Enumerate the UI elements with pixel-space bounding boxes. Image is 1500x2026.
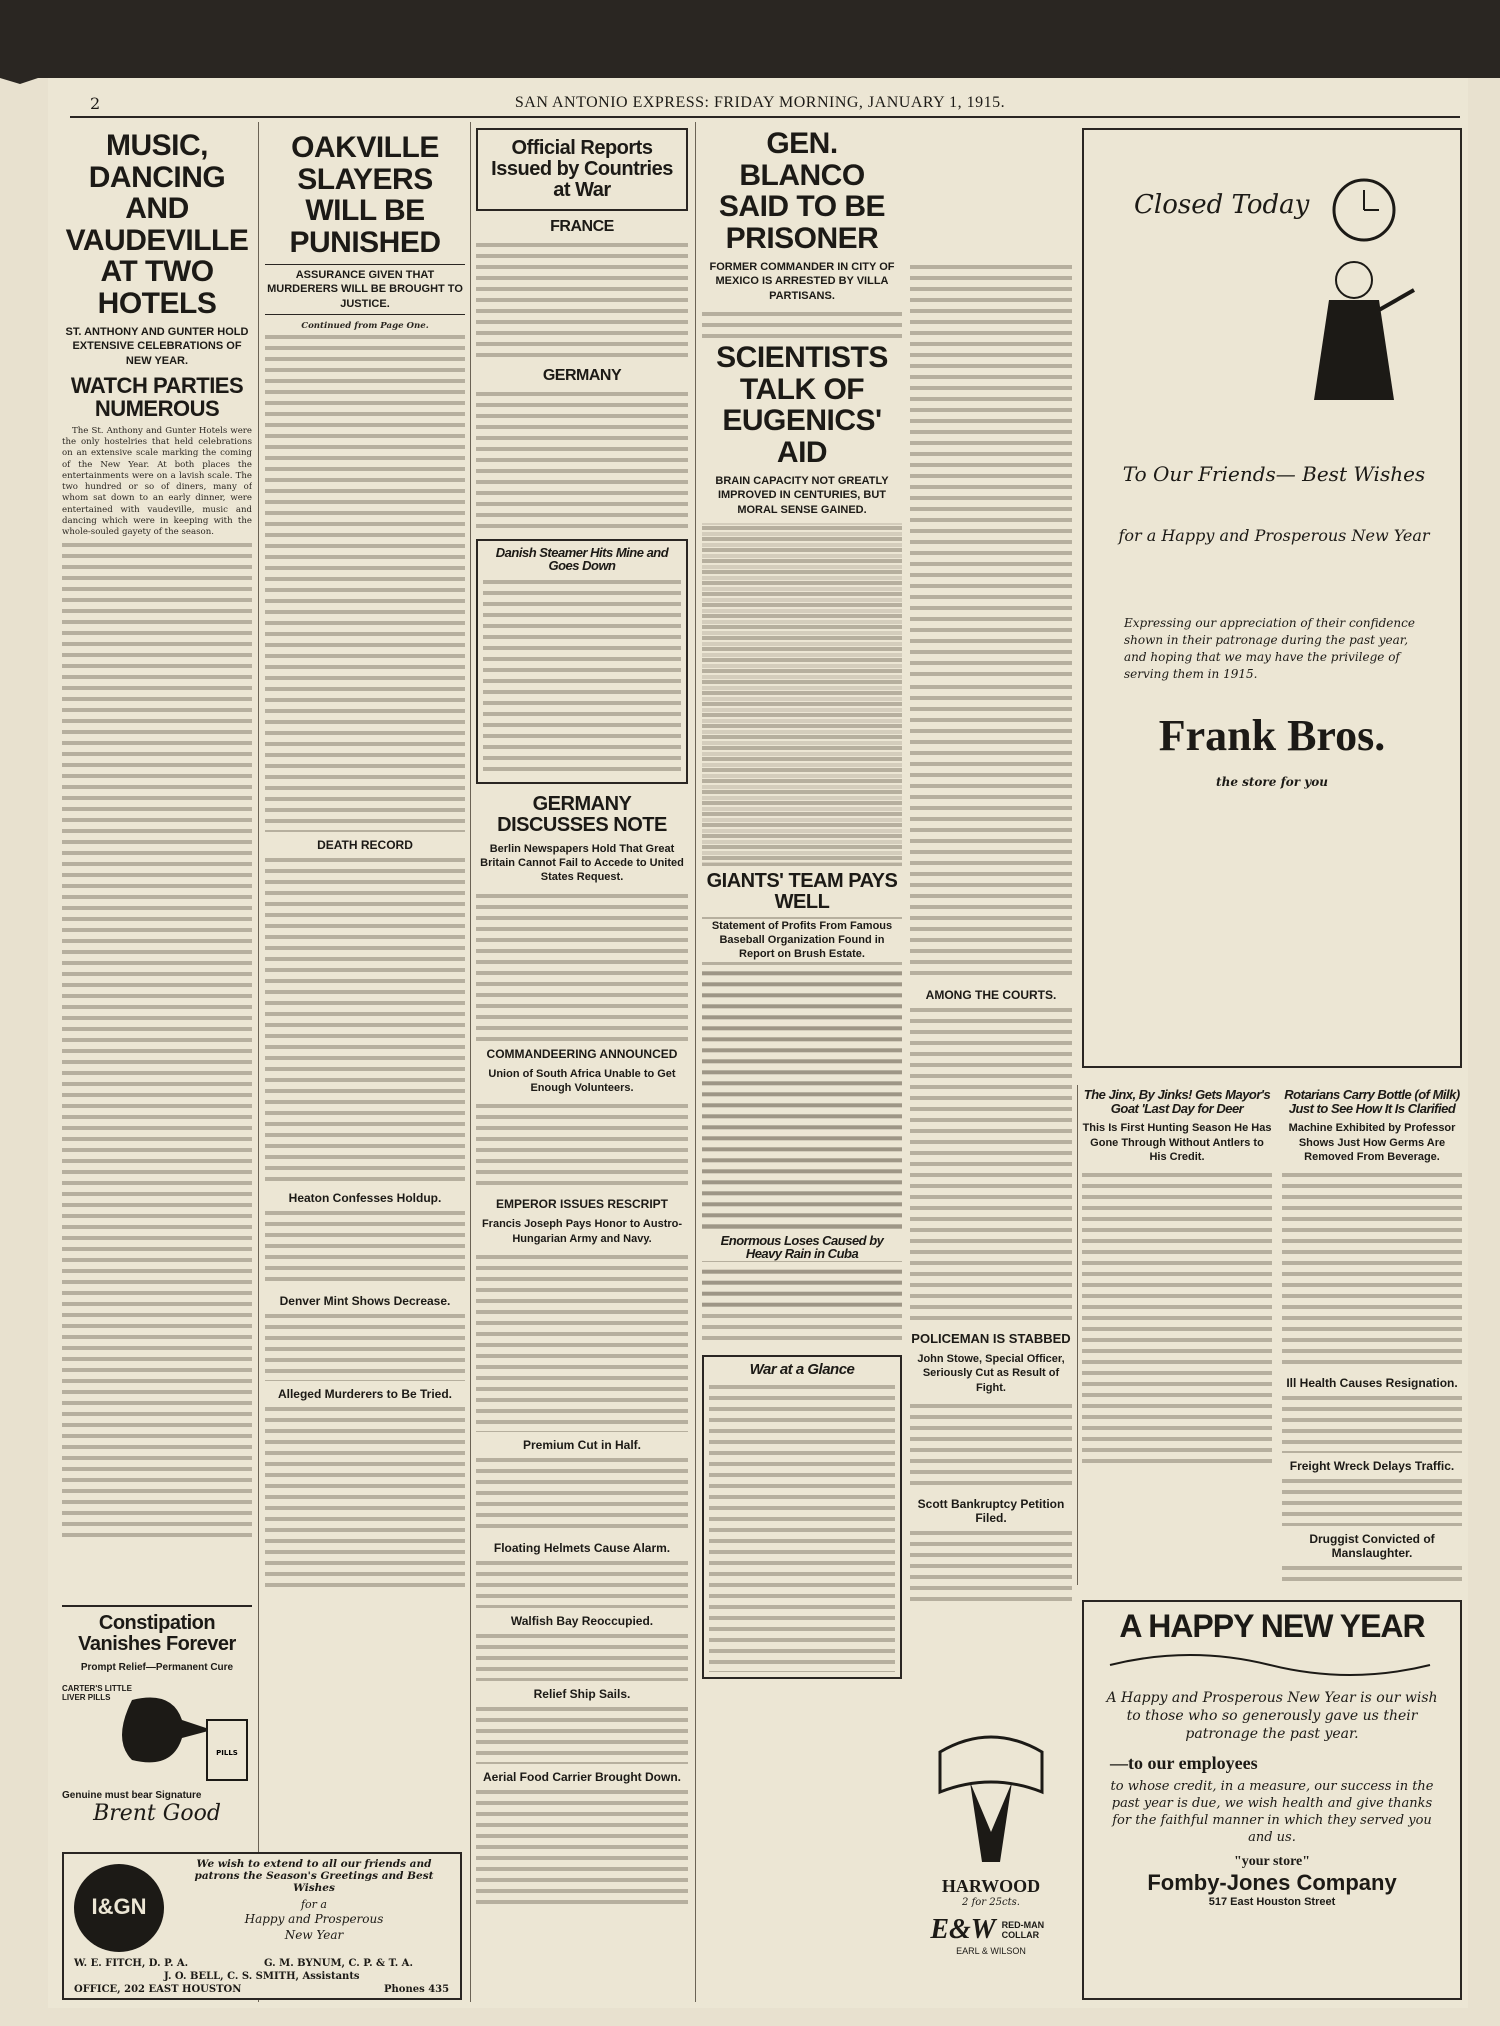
scientists-headline: SCIENTISTS TALK OF EUGENICS' AID: [702, 342, 902, 468]
ew-logo-row: [910, 1914, 1072, 1946]
scientists-article: [702, 342, 902, 1679]
blanco-subhead: FORMER COMMANDER IN CITY OF MEXICO IS ARRESTED BY VILLA PARTISANS.: [709, 261, 895, 302]
ew-logo: E&W: [930, 1914, 996, 1945]
article-text-block: [265, 1404, 465, 1592]
article-text-block: [476, 1631, 688, 1681]
germany-note-sub: Berlin Newspapers Hold That Great Britain Cannot Fail to Accede to United States Request.: [480, 842, 684, 884]
death-record-heading: DEATH RECORD: [317, 838, 413, 853]
article-text-block: [265, 332, 465, 832]
happy-prosperous: for a Happy and Prosperous New Year: [1118, 526, 1430, 545]
article-text-block: [476, 240, 688, 360]
page-number: 2: [90, 94, 101, 113]
ign-logo-icon: I&GN: [74, 1864, 164, 1952]
emperor-heading: EMPEROR ISSUES RESCRIPT: [495, 1197, 669, 1212]
blanco-headline: GEN. BLANCO SAID TO BE PRISONER: [718, 127, 886, 255]
ign-bynum: G. M. BYNUM, C. P. & T. A.: [264, 1958, 413, 1969]
ign-office: OFFICE, 202 EAST HOUSTON: [74, 1984, 242, 1995]
official-reports-title: Official Reports Issued by Countries at War: [491, 137, 673, 201]
article-text-block: [910, 682, 1072, 982]
column-divider: [695, 122, 696, 2002]
commandeering-heading: COMMANDEERING ANNOUNCED: [486, 1046, 678, 1061]
premium-heading: Premium Cut in Half.: [522, 1437, 641, 1452]
official-reports-box: [476, 128, 688, 211]
appreciation-text: Expressing our appreciation of their confidence shown in their patronage during the past year, and hoping that we may have the privilege of serving them in 1915.: [1124, 616, 1415, 681]
column-4: [702, 122, 1072, 2002]
germany-note-heading: GERMANY DISCUSSES NOTE: [497, 792, 667, 836]
harwood-brand: HARWOOD: [941, 1876, 1041, 1896]
ign-new-year: New Year: [284, 1928, 344, 1942]
fomby-address: 517 East Houston Street: [1208, 1896, 1336, 1908]
article-text-block: [476, 1252, 688, 1432]
jinx-subhead: This Is First Hunting Season He Has Gone Through Without Antlers to His Credit.: [1082, 1122, 1272, 1163]
germany-heading: GERMANY: [542, 366, 622, 384]
subhead-assurance: ASSURANCE GIVEN THAT MURDERERS WILL BE BROUGHT TO JUSTICE.: [265, 264, 465, 315]
collar-icon: [910, 1722, 1072, 1872]
subhead-st-anthony: ST. ANTHONY AND GUNTER HOLD EXTENSIVE CELEBRATIONS OF NEW YEAR.: [65, 326, 249, 367]
article-text-block: [476, 1787, 688, 1907]
druggist-heading: Druggist Convicted of Manslaughter.: [1309, 1532, 1435, 1561]
column-3: [476, 122, 688, 2002]
scientists-subhead: BRAIN CAPACITY NOT GREATLY IMPROVED IN CENTURIES, BUT MORAL SENSE GAINED.: [702, 468, 902, 523]
rotarians-subhead: Machine Exhibited by Professor Shows Just How Germs Are Removed From Beverage.: [1288, 1122, 1456, 1163]
fomby-jones-name: Fomby-Jones Company: [1147, 1870, 1397, 1895]
article-text-block: [702, 523, 902, 863]
freight-heading: Freight Wreck Delays Traffic.: [1289, 1459, 1455, 1474]
relief-heading: Relief Ship Sails.: [533, 1686, 631, 1701]
article-text-block: [476, 1455, 688, 1535]
article-text-block: [910, 262, 1072, 682]
ign-message: We wish to extend to all our friends and patrons the Season's Greetings and Best Wishes: [194, 1858, 434, 1894]
article-text-block: [476, 1704, 688, 1764]
ign-for: for a: [300, 1898, 327, 1911]
column-divider: [258, 122, 259, 2002]
col4-right-subcolumn: [910, 682, 1072, 1608]
jinx-article: [1082, 1088, 1272, 1588]
ign-bell: J. O. BELL, C. S. SMITH, Assistants: [164, 1971, 360, 1982]
danish-steamer-box: [476, 539, 688, 784]
article-text-block: [265, 1311, 465, 1381]
war-glance-heading: War at a Glance: [749, 1361, 855, 1379]
frank-bros-logo: Frank Bros.: [1158, 711, 1386, 760]
continued-note: Continued from Page One.: [301, 320, 429, 331]
svg-text:PILLS: PILLS: [216, 1749, 238, 1757]
ad-constipation-title: Constipation Vanishes Forever: [78, 1612, 236, 1655]
rotarians-headline: Rotarians Carry Bottle (of Milk) Just to See How It Is Clarified: [1284, 1088, 1460, 1116]
cuba-headline: Enormous Loses Caused by Heavy Rain in Cuba: [702, 1234, 902, 1261]
floating-heading: Floating Helmets Cause Alarm.: [493, 1540, 671, 1555]
column-divider: [470, 122, 471, 2002]
ny-wish-text: A Happy and Prosperous New Year is our wish to those who so generously gave us their patronage the past year.: [1106, 1690, 1438, 1742]
new-year-figure-icon: [1284, 170, 1444, 420]
article-text-block: [702, 1267, 902, 1347]
article-text-block: [910, 1401, 1072, 1491]
article-text-block: [62, 540, 252, 1540]
employees-text: to whose credit, in a measure, our success in the past year is due, we wish health and give thanks for the faithful manner in which they served you and us.: [1110, 1779, 1434, 1845]
article-text-block: [1282, 1393, 1462, 1453]
article-text-block: [476, 1101, 688, 1191]
harwood-price: 2 for 25cts.: [962, 1897, 1020, 1908]
commandeering-sub: Union of South Africa Unable to Get Enough Volunteers.: [488, 1067, 676, 1095]
ign-railway-ad: [62, 1852, 462, 2000]
jinx-headline: The Jinx, By Jinks! Gets Mayor's Goat 'Last Day for Deer: [1083, 1088, 1271, 1116]
policeman-heading: POLICEMAN IS STABBED: [911, 1331, 1071, 1346]
header-rule: [70, 116, 1460, 118]
denver-heading: Denver Mint Shows Decrease.: [279, 1294, 451, 1309]
headline-oakville: OAKVILLE SLAYERS WILL BE PUNISHED: [289, 131, 441, 259]
ad-illustration: [62, 1680, 252, 1790]
ad-carters-name: CARTER'S LITTLE LIVER PILLS: [62, 1684, 132, 1702]
article-body: [62, 426, 252, 538]
frank-bros-tagline: the store for you: [1216, 775, 1328, 789]
ad-constipation-sub: Prompt Relief—Permanent Cure: [80, 1662, 234, 1673]
article-text-block: [476, 891, 688, 1041]
column-2: [265, 122, 465, 1592]
ribbon-ornament-icon: [1090, 1645, 1450, 1685]
giants-headline: GIANTS' TEAM PAYS WELL: [702, 871, 902, 913]
article-text-block: [1282, 1476, 1462, 1526]
ad-signature-line: Genuine must bear Signature: [62, 1790, 202, 1801]
aerial-heading: Aerial Food Carrier Brought Down.: [482, 1769, 681, 1784]
redman-label: RED-MAN COLLAR: [1001, 1920, 1045, 1940]
column-divider: [1077, 1085, 1078, 1585]
article-text-block: [709, 1382, 895, 1672]
your-store-label: "your store": [1233, 1854, 1311, 1869]
emperor-sub: Francis Joseph Pays Honor to Austro-Hungarian Army and Navy.: [481, 1218, 683, 1245]
france-heading: FRANCE: [550, 218, 614, 235]
alleged-heading: Alleged Murderers to Be Tried.: [277, 1387, 453, 1402]
article-text-block: [265, 1208, 465, 1288]
headline-watch-parties: WATCH PARTIES NUMEROUS: [70, 372, 244, 421]
giants-subhead: Statement of Profits From Famous Baseball Organization Found in Report on Brush Estate.: [702, 919, 902, 962]
page-header: [60, 92, 1460, 114]
happy-new-year-banner: A HAPPY NEW YEAR: [1119, 1608, 1425, 1644]
article-text-block: [910, 1528, 1072, 1608]
ign-fitch: W. E. FITCH, D. P. A.: [74, 1958, 189, 1969]
war-at-a-glance-box: [702, 1355, 902, 1679]
blanco-continuation: [910, 262, 1072, 682]
article-text-block: [476, 1558, 688, 1608]
harwood-collar-ad: [910, 1722, 1072, 1992]
article-text-block: [1282, 1563, 1462, 1588]
courts-heading: AMONG THE COURTS.: [925, 988, 1057, 1002]
ign-happy: Happy and Prosperous: [244, 1912, 384, 1926]
walfish-heading: Walfish Bay Reoccupied.: [510, 1613, 654, 1628]
article-text-block: [1082, 1170, 1272, 1470]
signature-image: Brent Good: [93, 1801, 221, 1826]
article-text-block: [1282, 1170, 1462, 1370]
carters-pills-ad: [62, 1605, 252, 1835]
to-our-friends: To Our Friends— Best Wishes: [1122, 462, 1426, 486]
to-employees-heading: —to our employees: [1110, 1753, 1258, 1773]
article-text-block: [483, 577, 681, 777]
headline-music-dancing: MUSIC, DANCING AND VAUDEVILLE AT TWO HOTELS: [65, 129, 249, 320]
masthead-title: SAN ANTONIO EXPRESS: FRIDAY MORNING, JANUARY 1, 1915.: [514, 94, 1006, 111]
policeman-subhead: John Stowe, Special Officer, Seriously Cut as Result of Fight.: [917, 1353, 1065, 1394]
frank-bros-ad: [1082, 128, 1462, 1068]
article-text-block: [702, 968, 902, 1228]
fomby-jones-ad: [1082, 1600, 1462, 2000]
article-text-block: [265, 855, 465, 1185]
danish-heading: Danish Steamer Hits Mine and Goes Down: [495, 544, 669, 574]
earl-wilson-label: EARL & WILSON: [956, 1946, 1026, 1956]
closed-today: Closed Today: [1134, 190, 1310, 220]
rotarians-article: [1282, 1088, 1462, 1588]
article-text-block: [476, 389, 688, 529]
article-text-block: [910, 1005, 1072, 1325]
column-1: [62, 122, 252, 1602]
scott-heading: Scott Bankruptcy Petition Filed.: [917, 1496, 1065, 1525]
article-lead: The St. Anthony and Gunter Hotels were the only hostelries that held celebrations on an extensive scale marking the coming of the New Year. At both places the entertainments were on a lavish scale. The two hundred or so of diners, many of whom sat down to an early dinner, were entertained with vaudeville, music and dancing which were in keeping with the whole-souled gayety of the season.: [62, 426, 252, 537]
heaton-heading: Heaton Confesses Holdup.: [288, 1191, 442, 1206]
ill-health-heading: Ill Health Causes Resignation.: [1286, 1376, 1458, 1391]
ign-phones: Phones 435: [384, 1984, 450, 1995]
